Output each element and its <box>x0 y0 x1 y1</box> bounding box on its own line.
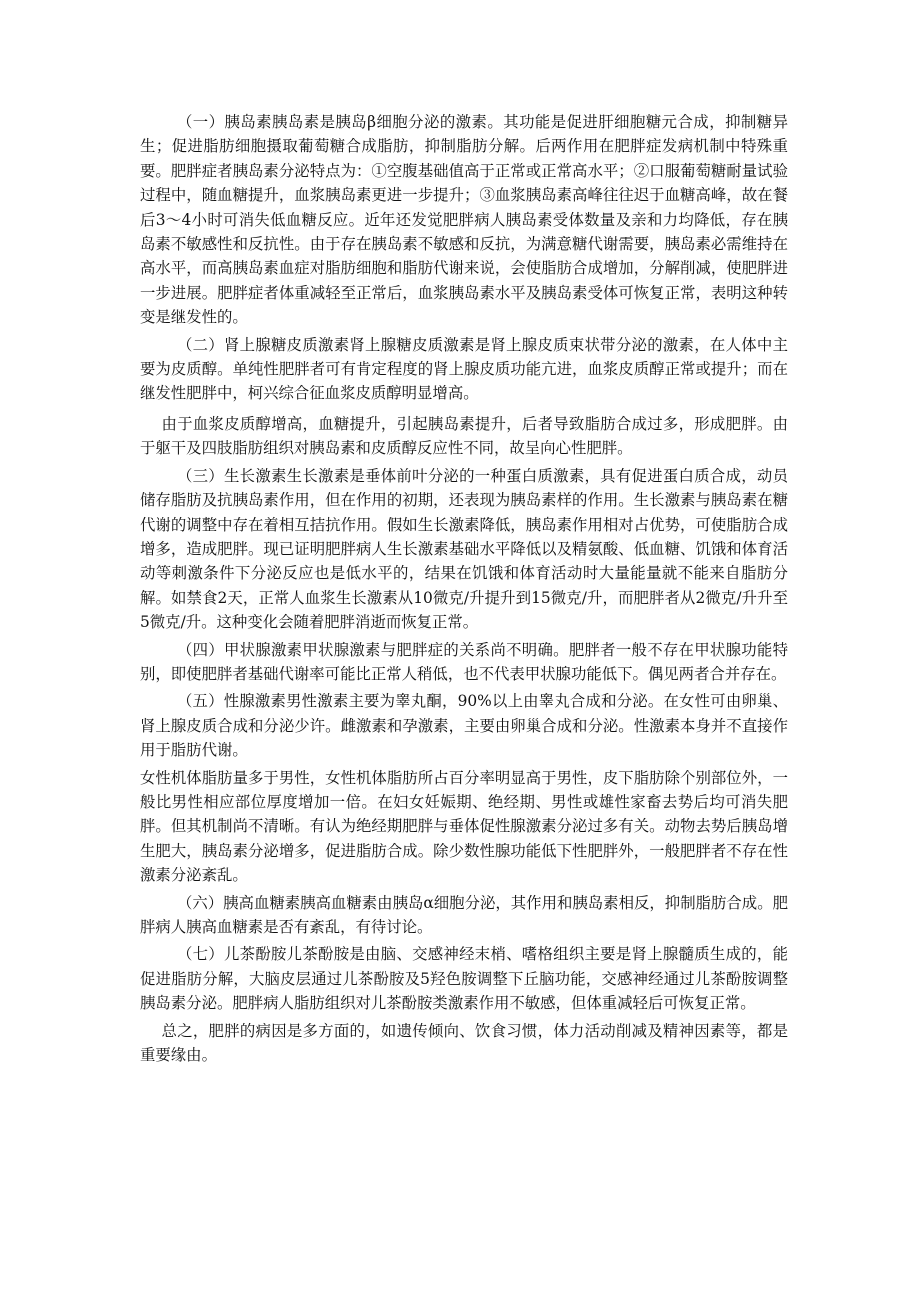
document-body <box>140 110 788 1070</box>
paragraph-glucocorticoid: （二）肾上腺糖皮质激素肾上腺糖皮质激素是肾上腺皮质束状带分泌的激素，在人体中主要为皮质醇。单纯性肥胖者可有肯定程度的肾上腺皮质功能亢进，血浆皮质醇正常或提升；而在继发性肥胖中，柯兴综合征血浆皮质醇明显增高。 <box>140 335 788 403</box>
paragraph-insulin: （一）胰岛素胰岛素是胰岛β细胞分泌的激素。其功能是促进肝细胞糖元合成，抑制糖异生；促进脂肪细胞摄取葡萄糖合成脂肪，抑制脂肪分解。后两作用在肥胖症发病机制中特殊重要。肥胖症者胰岛素分泌特点为：①空腹基础值高于正常或正常高水平；②口服葡萄糖耐量试验过程中，随血糖提升，血浆胰岛素更进一步提升；③血浆胰岛素高峰往往迟于血糖高峰，故在餐后3～4小时可消失低血糖反应。近年还发觉肥胖病人胰岛素受体数量及亲和力均降低，存在胰岛素不敏感性和反抗性。由于存在胰岛素不敏感和反抗，为满意糖代谢需要，胰岛素必需维持在高水平，而高胰岛素血症对脂肪细胞和脂肪代谢来说，会使脂肪合成增加，分解削减，使肥胖进一步进展。肥胖症者体重减轻至正常后，血浆胰岛素水平及胰岛素受体可恢复正常，表明这种转变是继发性的。 <box>140 113 788 327</box>
paragraph-cortisol-effect: 由于血浆皮质醇增高，血糖提升，引起胰岛素提升，后者导致脂肪合成过多，形成肥胖。由于躯干及四肢脂肪组织对胰岛素和皮质醇反应性不同，故呈向心性肥胖。 <box>140 414 788 458</box>
paragraph-female-fat: 女性机体脂肪量多于男性，女性机体脂肪所占百分率明显高于男性，皮下脂肪除个别部位外，一般比男性相应部位厚度增加一倍。在妇女妊娠期、绝经期、男性或雄性家畜去势后均可消失肥胖。但其机制尚不清晰。有认为绝经期肥胖与垂体促性腺激素分泌过多有关。动物去势后胰岛增生肥大，胰岛素分泌增多，促进脂肪合成。除少数性腺功能低下性肥胖外，一般肥胖者不存在性激素分泌紊乱。 <box>140 768 788 885</box>
paragraph-sex-hormone: （五）性腺激素男性激素主要为睾丸酮，90%以上由睾丸合成和分泌。在女性可由卵巢、肾上腺皮质合成和分泌少许。雌激素和孕激素，主要由卵巢合成和分泌。性激素本身并不直接作用于脂肪代谢。 <box>140 692 788 760</box>
paragraph-growth-hormone: （三）生长激素生长激素是垂体前叶分泌的一种蛋白质激素，具有促进蛋白质合成，动员储存脂肪及抗胰岛素作用，但在作用的初期，还表现为胰岛素样的作用。生长激素与胰岛素在糖代谢的调整中存在着相互拮抗作用。假如生长激素降低，胰岛素作用相对占优势，可使脂肪合成增多，造成肥胖。现已证明肥胖病人生长激素基础水平降低以及精氨酸、低血糖、饥饿和体育活动等刺激条件下分泌反应也是低水平的，结果在饥饿和体育活动时大量能量就不能来自脂肪分解。如禁食2天，正常人血浆生长激素从10微克/升提升到15微克/升，而肥胖者从2微克/升升至5微克/升。这种变化会随着肥胖消逝而恢复正常。 <box>140 466 788 632</box>
paragraph-glucagon: （六）胰高血糖素胰高血糖素由胰岛α细胞分泌，其作用和胰岛素相反，抑制脂肪合成。肥胖病人胰高血糖素是否有紊乱，有待讨论。 <box>140 893 788 936</box>
paragraph-summary: 总之，肥胖的病因是多方面的，如遗传倾向、饮食习惯，体力活动削减及精神因素等，都是重要缘由。 <box>140 1021 788 1065</box>
paragraph-catecholamine: （七）儿茶酚胺儿茶酚胺是由脑、交感神经末梢、嗜格组织主要是肾上腺髓质生成的，能促进脂肪分解，大脑皮层通过儿茶酚胺及5羟色胺调整下丘脑功能，交感神经通过儿茶酚胺调整胰岛素分泌。肥胖病人脂肪组织对儿茶酚胺类激素作用不敏感，但体重减轻后可恢复正常。 <box>140 945 788 1013</box>
paragraph-thyroid-hormone: （四）甲状腺激素甲状腺激素与肥胖症的关系尚不明确。肥胖者一般不存在甲状腺功能特别，即使肥胖者基础代谢率可能比正常人稍低，也不代表甲状腺功能低下。偶见两者合并存在。 <box>140 640 788 683</box>
